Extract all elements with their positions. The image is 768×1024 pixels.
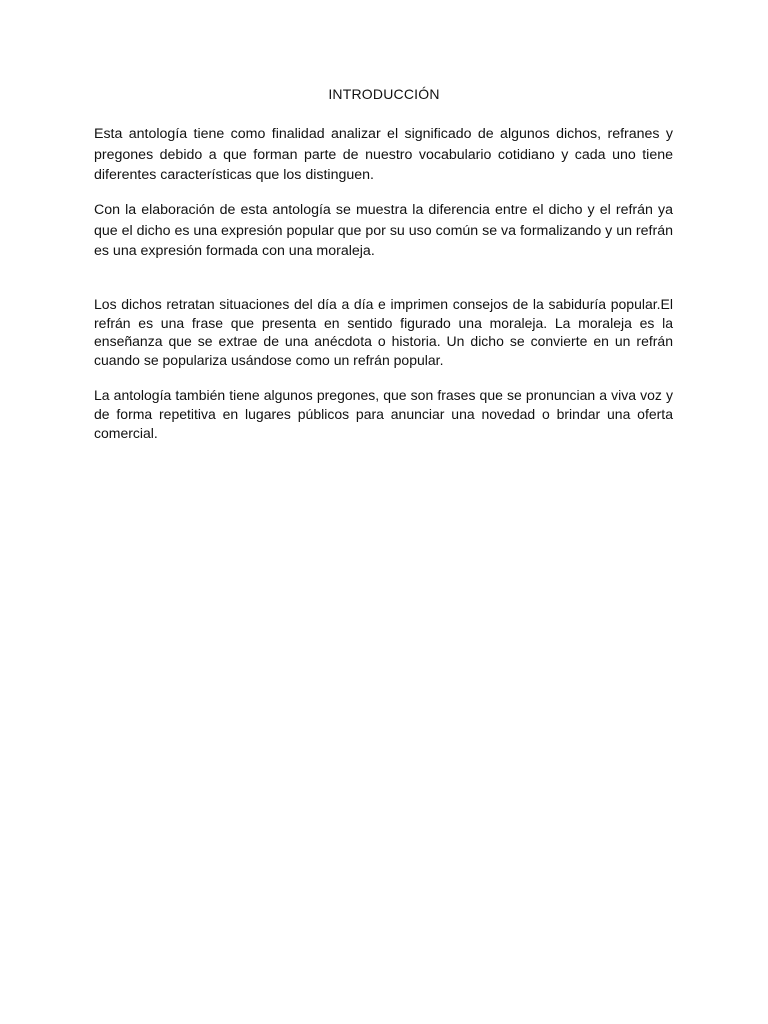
paragraph-3: Los dichos retratan situaciones del día a día e imprimen consejos de la sabiduría popular.El refrán es una frase que presenta en sentido figurado una moraleja. La moraleja es la enseñanza que se extrae de una anécdota o historia. Un dicho se convierte en un refrán cuando se populariza usándose como un refrán popular. [94,296,673,368]
page-title: INTRODUCCIÓN [328,86,440,102]
paragraph-1: Esta antología tiene como finalidad analizar el significado de algunos dichos, refranes y pregones debido a que forman parte de nuestro vocabulario cotidiano y cada uno tiene diferentes características que los distinguen. [94,126,673,183]
paragraph-4: La antología también tiene algunos pregones, que son frases que se pronuncian a viva voz y de forma repetitiva en lugares públicos para anunciar una novedad o brindar una oferta comercial. [94,387,673,441]
paragraph-2: Con la elaboración de esta antología se muestra la diferencia entre el dicho y el refrán ya que el dicho es una expresión popular que por su uso común se va formalizando y un refrán es una expresión formada con una moraleja. [94,202,673,259]
